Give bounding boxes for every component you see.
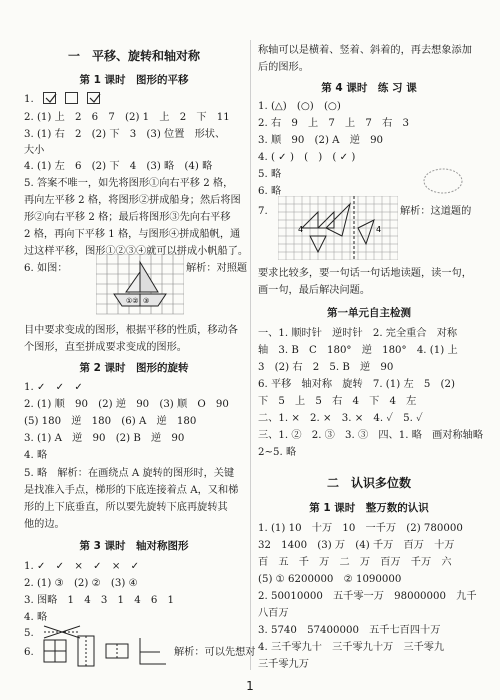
w-line-2: 32 1400 (3) 万 (4) 千万 百万 十万 [258,540,455,551]
test-line-7: 三、1. ② 2. ③ 3. ③ 四、1. 略 画对称轴略 [258,430,484,441]
l1-q5-line5: 过这样平移，图形①②③④就可以拼成小帆船了。 [24,246,249,257]
l4-q1: 1. (△) (○) (○) [258,101,341,112]
sailboat-grid-figure [96,254,184,316]
w-line-8: 4. 三千零九十 三千零九十万 三千零九 [258,642,445,653]
l2-q4: 4. 略 [24,450,48,461]
w-line-4: (5) ① 6200000 ② 1090000 [258,574,402,585]
lesson-4-title: 第 4 课时 练 习 课 [321,82,417,94]
l2-q5-line4: 他的边。 [24,519,65,530]
l4-q4: 4. ( ✓ ) ( ) ( ✓ ) [258,152,356,163]
l1-q5-line4: 2 格，再向下平移 1 格，与图形④拼成船帆，通 [24,229,241,240]
l3-q5-label: 5. [24,628,34,639]
checked-box-icon [87,92,100,104]
l3-q2: 2. (1) ③ (2) ② (3) ④ [24,578,138,589]
l1-q6-line2: 目中要求变成的图形，根据平移的性质，移动各 [24,325,238,336]
w-line-9: 三千零九万 [258,659,309,670]
checked-box-icon [43,92,56,104]
page-number: 1 [246,679,254,693]
l1-q3-line1: 3. (1) 右 2 (2) 下 3 (3) 位置 形状、 [24,129,226,140]
l1-q5-line1: 5. 答案不唯一，如先将图形①向右平移 2 格， [24,178,234,189]
l1-q1-number: 1. [24,94,34,105]
l1-q5-line3: 形②向右平移 2 格；最后将图形③先向右平移 [24,212,231,223]
empty-box-icon [65,92,78,104]
test-line-5: 下 5 上 5 右 4 下 4 左 [258,396,417,407]
l4-q7-line2: 要求比较多，要一句话一句话地读题，读一句， [258,268,472,279]
l4-q7-label: 7. [258,206,268,217]
l1-q3-line2: 大小 [24,145,45,156]
rotation-grid-figure [278,196,398,260]
l2-q1: 1. ✓ ✓ ✓ [24,382,83,393]
l2-q5-line3: 形的上下底垂直，所以要先旋转下底再旋转其 [24,502,228,513]
section-title-2: 二 认识多位数 [326,476,411,490]
l3-q4: 4. 略 [24,612,48,623]
l1-q4: 4. (1) 左 6 (2) 下 4 (3) 略 (4) 略 [24,161,213,172]
svg-text:4: 4 [376,225,382,234]
lesson-2-title: 第 2 课时 图形的旋转 [79,362,189,374]
w-line-1: 1. (1) 10 十万 10 一千万 (2) 780000 [258,523,463,534]
test-line-4: 6. 平移 轴对称 旋转 7. (1) 左 5 (2) [258,379,455,390]
r-continued-line1: 称轴可以是横着、竖着、斜着的，再去想象添加 [258,45,472,56]
test-line-6: 二、1. × 2. × 3. × 4. ✓ 5. ✓ [258,413,423,424]
test-line-8: 2~5. 略 [258,447,297,458]
symmetry-shapes-figure [42,634,172,668]
l3-q6-analysis: 解析：可以先想对 [174,647,256,658]
l2-q2-line1: 2. (1) 顺 90 (2) 逆 90 (3) 顺 O 90 [24,399,229,410]
l4-q6: 6. 略 [258,186,282,197]
l1-q5-line2: 再向左平移 2 格，将图形②拼成船身；然后将图 [24,195,241,206]
l1-q2: 2. (1) 上 2 6 7 (2) 1 上 2 下 11 [24,112,230,123]
l1-q6-analysis: 解析：对照题 [186,263,248,274]
l1-q6-label: 6. 如图： [24,263,68,274]
l2-q3: 3. (1) A 逆 90 (2) B 逆 90 [24,433,185,444]
test-line-3: 3 (2) 右 2 5. B 逆 90 [258,362,394,373]
column-divider [250,40,251,670]
test-line-1: 一、1. 顺时针 逆时针 2. 完全重合 对称 [258,328,458,339]
svg-text:4: 4 [298,225,304,234]
l4-q5: 5. 略 [258,169,282,180]
l4-q7-analysis: 解析：这道题的 [400,206,472,217]
answer-stamp-icon [422,166,464,196]
w-line-7: 3. 5740 57400000 五千七百四十万 [258,625,441,636]
r-continued-line2: 后的图形。 [258,62,309,73]
svg-text:③: ③ [143,297,150,305]
l3-q6-label: 6. [24,647,34,658]
l2-q5-line1: 5. 略 解析：在画绕点 A 旋转的图形时，关键 [24,468,235,479]
unit-test-title: 第一单元自主检测 [327,307,411,319]
section-title-1: 一 平移、旋转和轴对称 [67,49,200,63]
lesson-1-title: 第 1 课时 图形的平移 [79,74,189,86]
w-line-6: 八百万 [258,608,289,619]
l2-q5-line2: 是找准入手点，梯形的下底连接着点 A，又和梯 [24,485,239,496]
w-line-3: 百 五 千 万 二 万 百万 千万 六 [258,557,452,568]
l4-q7-line3: 画一句，最后解决问题。 [258,285,371,296]
svg-text:①②: ①② [126,297,139,305]
l2-q2-line2: (5) 180 逆 180 (6) A 逆 180 [24,416,197,427]
w-line-5: 2. 50010000 五千零一万 98000000 九千 [258,591,477,602]
lesson-3-title: 第 3 课时 轴对称图形 [79,540,189,552]
l3-q1: 1. ✓ ✓ × ✓ × ✓ [24,561,140,572]
test-line-2: 轴 3. B C 180° 逆 180° 4. (1) 上 [258,345,458,356]
l4-q2: 2. 右 9 上 7 上 7 右 3 [258,118,409,129]
l4-q3: 3. 顺 90 (2) A 逆 90 [258,135,384,146]
lesson-w-title: 第 1 课时 整万数的认识 [309,502,429,514]
l1-q1 [24,91,106,108]
l3-q3: 3. 图略 1 4 3 1 4 6 1 [24,595,175,606]
l1-q6-line3: 个图形，直至拼成要求变成的图形。 [24,342,187,353]
